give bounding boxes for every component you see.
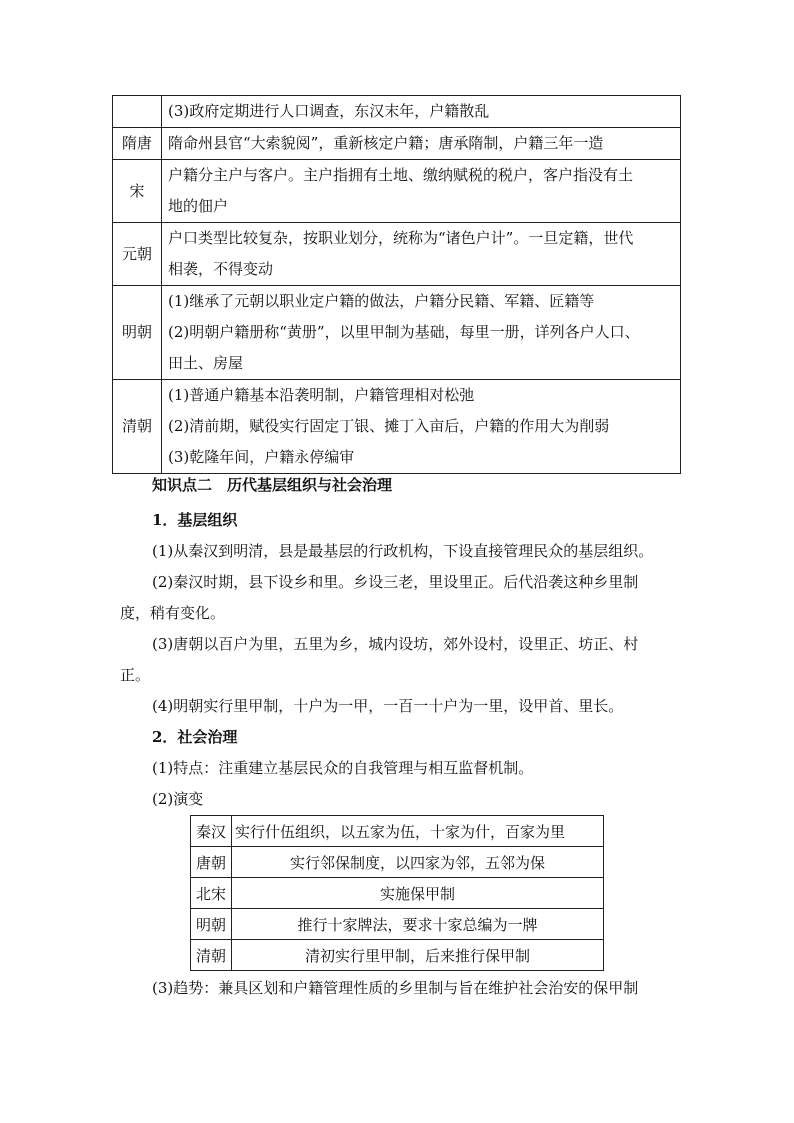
desc-cell — [162, 160, 681, 223]
paragraph-continued: 正。 — [120, 666, 151, 684]
paragraph: (4)明朝实行里甲制，十户为一甲，一百一十户为一里，设甲首、里长。 — [152, 697, 624, 715]
table-row — [113, 380, 681, 474]
heading-grassroots: 1．基层组织 — [152, 511, 238, 529]
table-row — [113, 128, 681, 160]
desc-line: (1)普通户籍基本沿袭明制，户籍管理相对松弛 — [168, 386, 475, 404]
desc-cell: 实施保甲制 — [232, 878, 604, 909]
desc-cell — [162, 380, 681, 474]
desc-line: (1)继承了元朝以职业定户籍的做法，户籍分民籍、军籍、匠籍等 — [168, 292, 595, 310]
desc-cell — [162, 128, 681, 160]
desc-cell: 推行十家牌法，要求十家总编为一牌 — [232, 909, 604, 940]
section-title: 知识点二 历代基层组织与社会治理 — [152, 476, 393, 494]
table-row — [191, 816, 604, 847]
paragraph: (1)从秦汉到明清，县是最基层的行政机构，下设直接管理民众的基层组织。 — [152, 542, 654, 560]
desc-cell: 实行邻保制度，以四家为邻，五邻为保 — [232, 847, 604, 878]
desc-cell — [162, 286, 681, 380]
desc-cell: 实行什伍组织，以五家为伍，十家为什，百家为里 — [232, 816, 604, 847]
desc-line: 地的佃户 — [168, 197, 229, 215]
paragraph: (2)演变 — [152, 790, 204, 808]
desc-line: (2)明朝户籍册称“黄册”，以里甲制为基础，每里一册，详列各户人口、 — [168, 323, 640, 341]
paragraph-continued: 度，稍有变化。 — [120, 604, 226, 622]
table-row — [191, 940, 604, 971]
desc-line: 隋命州县官“大索貌阅”，重新核定户籍；唐承隋制，户籍三年一造 — [168, 134, 604, 152]
desc-cell — [162, 223, 681, 286]
table-row — [113, 223, 681, 286]
era-cell: 秦汉 — [191, 816, 232, 847]
paragraph: (2)秦汉时期，县下设乡和里。乡设三老，里设里正。后代沿袭这种乡里制 — [152, 573, 639, 591]
heading-governance: 2．社会治理 — [152, 728, 238, 746]
desc-line: (3)乾隆年间，户籍永停编审 — [168, 448, 355, 466]
household-registration-table — [112, 95, 681, 474]
table-row — [113, 96, 681, 128]
table-row — [191, 909, 604, 940]
era-cell: 宋 — [113, 160, 162, 223]
paragraph: (3)唐朝以百户为里，五里为乡，城内设坊，郊外设村，设里正、坊正、村 — [152, 635, 639, 653]
era-cell: 北宋 — [191, 878, 232, 909]
era-cell: 隋唐 — [113, 128, 162, 160]
desc-line: 相袭，不得变动 — [168, 260, 274, 278]
table-row — [113, 286, 681, 380]
era-cell — [113, 96, 162, 128]
paragraph: (1)特点：注重建立基层民众的自我管理与相互监督机制。 — [152, 759, 534, 777]
table-row — [113, 160, 681, 223]
evolution-table — [190, 815, 604, 971]
era-cell: 唐朝 — [191, 847, 232, 878]
desc-line: 户籍分主户与客户。主户指拥有土地、缴纳赋税的税户，客户指没有土 — [168, 166, 634, 184]
desc-line: 田土、房屋 — [168, 354, 244, 372]
desc-line: (2)清前期，赋役实行固定丁银、摊丁入亩后，户籍的作用大为削弱 — [168, 417, 610, 435]
desc-line: 户口类型比较复杂，按职业划分，统称为“诸色户计”。一旦定籍，世代 — [168, 229, 634, 247]
desc-cell: 清初实行里甲制，后来推行保甲制 — [232, 940, 604, 971]
paragraph: (3)趋势：兼具区划和户籍管理性质的乡里制与旨在维护社会治安的保甲制 — [152, 979, 639, 997]
era-cell: 明朝 — [191, 909, 232, 940]
table-row — [191, 847, 604, 878]
era-cell: 明朝 — [113, 286, 162, 380]
table-row — [191, 878, 604, 909]
desc-line: (3)政府定期进行人口调查，东汉末年，户籍散乱 — [168, 102, 490, 120]
era-cell: 清朝 — [191, 940, 232, 971]
era-cell: 清朝 — [113, 380, 162, 474]
era-cell: 元朝 — [113, 223, 162, 286]
desc-cell — [162, 96, 681, 128]
